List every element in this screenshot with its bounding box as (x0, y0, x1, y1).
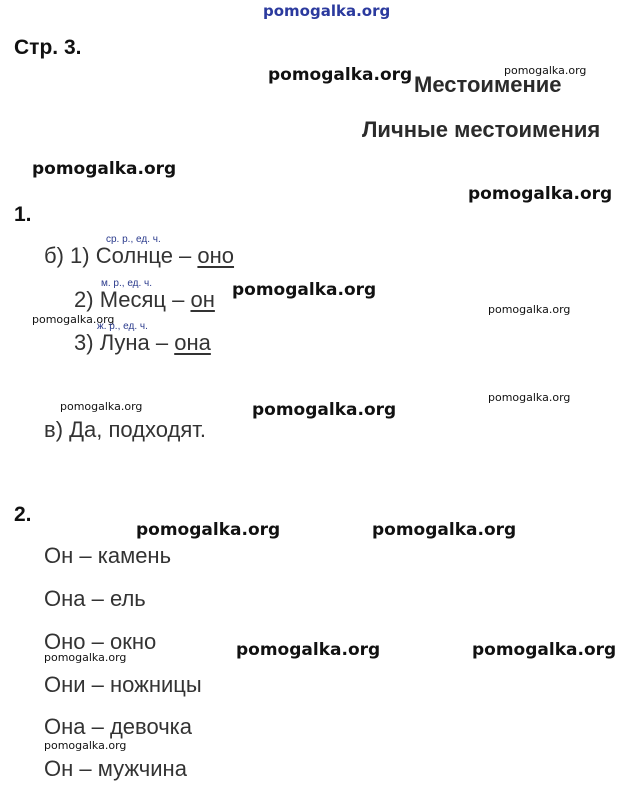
item-prefix: б) 1) (44, 243, 96, 268)
grammar-note: ж. р., ед. ч. (97, 321, 148, 332)
list-item: Оно – окно (44, 629, 157, 654)
item-answer: оно (197, 243, 235, 268)
watermark: pomogalka.org (232, 280, 377, 300)
item-answer: он (190, 287, 215, 312)
watermark: pomogalka.org (136, 520, 281, 540)
item-prefix: 3) (74, 330, 100, 355)
list-item: Она – ель (44, 586, 146, 611)
answer-line (74, 287, 215, 313)
watermark: pomogalka.org (32, 159, 177, 179)
watermark-top: pomogalka.org (263, 2, 391, 20)
watermark: pomogalka.org (44, 739, 127, 752)
answer-line (44, 243, 234, 269)
watermark: pomogalka.org (32, 313, 115, 326)
watermark: pomogalka.org (44, 651, 127, 664)
list-item: Она – девочка (44, 714, 193, 739)
item-word: Луна – (99, 330, 175, 355)
grammar-note: м. р., ед. ч. (101, 278, 153, 289)
watermark: pomogalka.org (236, 640, 381, 660)
list-item: Они – ножницы (44, 672, 202, 697)
item-word: Солнце – (95, 243, 198, 268)
page-subtitle: Личные местоимения (362, 117, 601, 142)
item-answer: она (174, 330, 211, 355)
list-item: Он – камень (44, 543, 172, 568)
answer-line (74, 330, 211, 356)
item-word: Месяц – (99, 287, 191, 312)
grammar-note: ср. р., ед. ч. (106, 234, 161, 245)
watermark: pomogalka.org (268, 65, 413, 85)
answer-v: в) Да, подходят. (44, 417, 206, 442)
list-item: Он – мужчина (44, 756, 187, 781)
watermark: pomogalka.org (468, 184, 613, 204)
watermark: pomogalka.org (372, 520, 517, 540)
watermark: pomogalka.org (504, 64, 587, 77)
task-number: 2. (14, 503, 32, 526)
watermark: pomogalka.org (252, 400, 397, 420)
page-title: Местоимение (414, 72, 562, 97)
task-number: 1. (14, 203, 32, 226)
watermark: pomogalka.org (488, 391, 571, 404)
watermark: pomogalka.org (60, 400, 143, 413)
watermark: pomogalka.org (472, 640, 617, 660)
watermark: pomogalka.org (488, 303, 571, 316)
item-prefix: 2) (74, 287, 100, 312)
page-label: Стр. 3. (14, 36, 82, 59)
